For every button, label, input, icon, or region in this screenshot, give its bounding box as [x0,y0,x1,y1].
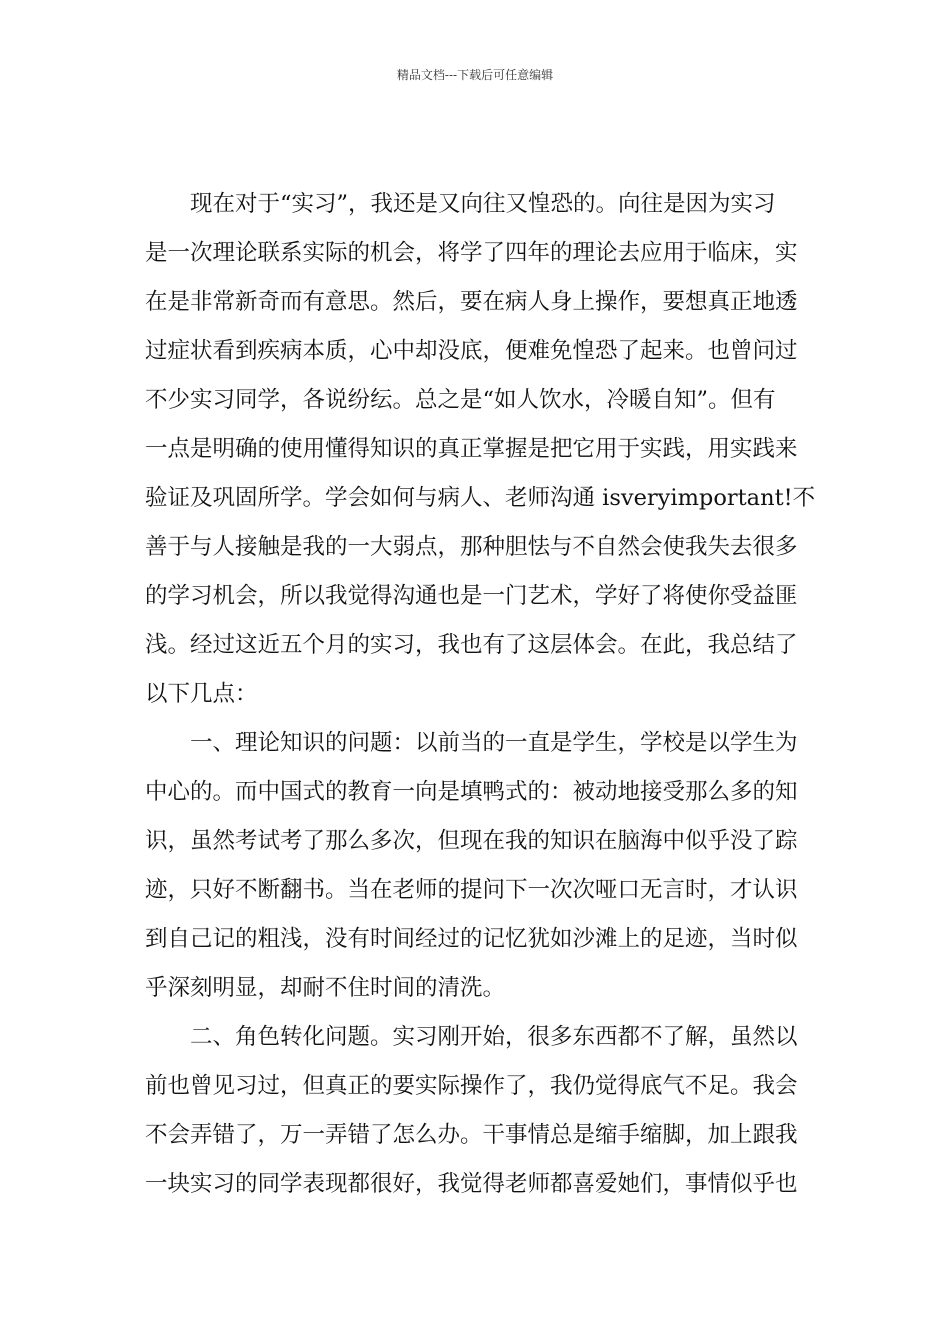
text-line: 现在对于“实习”，我还是又向往又惶恐的。向往是因为实习 [190,191,776,217]
text-line: 一、理论知识的问题：以前当的一直是学生，学校是以学生为 [190,730,798,756]
text-line: 一块实习的同学表现都很好，我觉得老师都喜爱她们，事情似乎也 [145,1171,798,1197]
page-header: 精品文档---下载后可任意编辑 [396,68,554,82]
text-line: 不少实习同学，各说纷纭。总之是“如人饮水，冷暖自知”。但有 [145,387,776,413]
text-line: 以下几点： [145,681,258,707]
text-line: 是一次理论联系实际的机会，将学了四年的理论去应用于临床，实 [145,240,798,266]
text-line: 二、角色转化问题。实习刚开始，很多东西都不了解，虽然以 [190,1024,798,1050]
text-line: 乎深刻明显，却耐不住时间的清洗。 [145,975,506,1001]
document-body [145,180,816,1209]
text-line: 一点是明确的使用懂得知识的真正掌握是把它用于实践，用实践来 [145,436,798,462]
text-line: 过症状看到疾病本质，心中却没底，便难免惶恐了起来。也曾问过 [145,338,798,364]
text-line: 不会弄错了，万一弄错了怎么办。干事情总是缩手缩脚，加上跟我 [145,1122,798,1148]
text-line: 迹，只好不断翻书。当在老师的提问下一次次哑口无言时，才认识 [145,877,798,903]
text-line: 浅。经过这近五个月的实习，我也有了这层体会。在此，我总结了 [145,632,798,658]
text-line: 识，虽然考试考了那么多次，但现在我的知识在脑海中似乎没了踪 [145,828,798,854]
text-line: 验证及巩固所学。学会如何与病人、老师沟通 isveryimportant!不 [145,485,816,511]
text-line: 善于与人接触是我的一大弱点，那种胆怯与不自然会使我失去很多 [145,534,798,560]
text-line: 的学习机会，所以我觉得沟通也是一门艺术，学好了将使你受益匪 [145,583,798,609]
text-line: 到自己记的粗浅，没有时间经过的记忆犹如沙滩上的足迹，当时似 [145,926,798,952]
text-line: 在是非常新奇而有意思。然后，要在病人身上操作，要想真正地透 [145,289,798,315]
text-line: 中心的。而中国式的教育一向是填鸭式的：被动地接受那么多的知 [145,779,798,805]
text-line: 前也曾见习过，但真正的要实际操作了，我仍觉得底气不足。我会 [145,1073,798,1099]
